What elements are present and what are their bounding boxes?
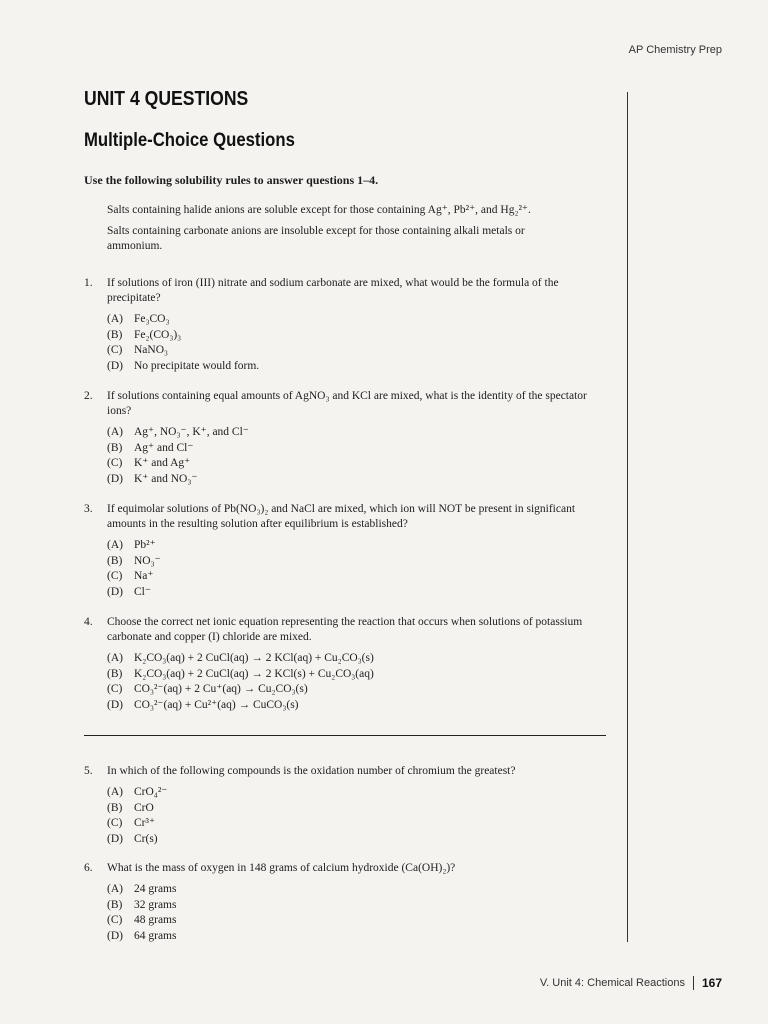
- section-title: Multiple-Choice Questions: [84, 130, 295, 151]
- question-3: [84, 502, 609, 600]
- choice-d: (D) No precipitate would form.: [107, 359, 260, 372]
- choice-d: (D) K⁺ and NO₃⁻: [107, 472, 198, 485]
- question-4: [84, 615, 609, 713]
- instruction: Use the following solubility rules to answer questions 1–4.: [84, 173, 379, 187]
- margin-rule: [627, 92, 628, 942]
- question-text: If solutions of iron (III) nitrate and sodium carbonate are mixed, what would be the formula of the precipitate?: [107, 277, 559, 304]
- choice-a: (A) CrO₄²⁻: [107, 786, 168, 798]
- choice-d: (D) CO₃²⁻(aq) + Cu²⁺(aq) → CuCO₃(s): [107, 698, 299, 711]
- solubility-rules: [107, 203, 577, 260]
- choice-b: (B) CrO: [107, 801, 154, 814]
- section-divider: [84, 735, 606, 736]
- choice-b: (B) Fe₂(CO₃)₃: [107, 328, 182, 341]
- choice-c: (C) Na⁺: [107, 570, 154, 582]
- choice-a: (A) Pb²⁺: [107, 539, 156, 551]
- question-text: What is the mass of oxygen in 148 grams of calcium hydroxide (Ca(OH)₂)?: [107, 862, 456, 874]
- question-text: If equimolar solutions of Pb(NO₃)₂ and NaCl are mixed, which ion will NOT be present in significant amounts in the resulting solution after equilibrium is established?: [107, 503, 576, 530]
- choice-b: (B) NO₃⁻: [107, 554, 161, 567]
- question-number: 4.: [84, 616, 93, 628]
- page-footer: [540, 976, 722, 990]
- choice-d: (D) Cr(s): [107, 832, 158, 845]
- choice-a: (A) K₂CO₃(aq) + 2 CuCl(aq) → 2 KCl(aq) + Cu₂CO₃(s): [107, 652, 374, 664]
- question-number: 3.: [84, 503, 93, 515]
- unit-title: UNIT 4 QUESTIONS: [84, 88, 249, 110]
- question-2: [84, 389, 609, 487]
- choice-c: (C) Cr³⁺: [107, 817, 156, 829]
- question-number: 5.: [84, 765, 93, 777]
- choice-b: (B) K₂CO₃(aq) + 2 CuCl(aq) → 2 KCl(s) + Cu₂CO₃(aq): [107, 667, 374, 680]
- rule: Salts containing carbonate anions are insoluble except for those containing alkali metals or ammonium.: [107, 225, 525, 252]
- choice-d: (D) 64 grams: [107, 929, 177, 942]
- choice-b: (B) Ag⁺ and Cl⁻: [107, 441, 194, 454]
- choice-c: (C) NaNO₃: [107, 344, 169, 356]
- question-5: [84, 764, 609, 847]
- question-text: In which of the following compounds is the oxidation number of chromium the greatest?: [107, 765, 516, 777]
- choice-a: (A) 24 grams: [107, 883, 177, 895]
- choice-c: (C) K⁺ and Ag⁺: [107, 457, 191, 469]
- choice-b: (B) 32 grams: [107, 898, 177, 911]
- choice-d: (D) Cl⁻: [107, 585, 151, 598]
- question-text: Choose the correct net ionic equation representing the reaction that occurs when solutions of potassium carbonate and copper (I) chloride are mixed.: [107, 616, 583, 643]
- footer-separator: [693, 976, 694, 990]
- running-header: AP Chemistry Prep: [628, 44, 722, 56]
- chapter-label: V. Unit 4: Chemical Reactions: [539, 977, 685, 989]
- page-number: 167: [701, 976, 722, 990]
- rule: Salts containing halide anions are soluble except for those containing Ag⁺, Pb²⁺, and Hg₂²⁺.: [107, 204, 531, 216]
- choice-c: (C) CO₃²⁻(aq) + 2 Cu⁺(aq) → Cu₂CO₃(s): [107, 683, 308, 695]
- question-number: 6.: [84, 862, 93, 874]
- choice-a: (A) Ag⁺, NO₃⁻, K⁺, and Cl⁻: [107, 426, 249, 438]
- choice-c: (C) 48 grams: [107, 914, 177, 926]
- question-1: [84, 276, 609, 374]
- question-number: 1.: [84, 277, 93, 289]
- choice-a: (A) Fe₃CO₃: [107, 313, 170, 325]
- question-text: If solutions containing equal amounts of AgNO₃ and KCl are mixed, what is the identity of the spectator ions?: [107, 390, 587, 417]
- question-6: [84, 861, 609, 944]
- question-number: 2.: [84, 390, 93, 402]
